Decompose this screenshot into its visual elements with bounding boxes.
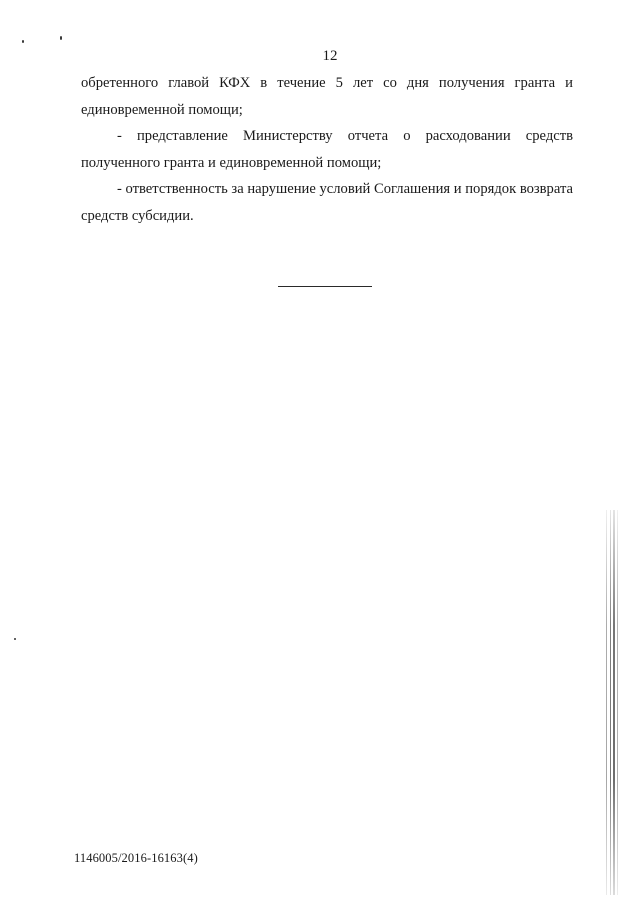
end-separator-line bbox=[278, 286, 372, 287]
paragraph-report-item: - представление Министерству отчета о расходовании средств полученного гранта и единовременной помощи; bbox=[81, 128, 573, 171]
scan-speck bbox=[60, 36, 62, 40]
paragraph-continuation: обретенного главой КФХ в течение 5 лет со дня получения гранта и единовременной помощи; bbox=[81, 75, 573, 118]
body-text bbox=[81, 70, 573, 229]
scan-binding-streaks bbox=[606, 510, 618, 895]
scan-streak bbox=[610, 510, 611, 895]
scan-speck bbox=[14, 638, 16, 640]
page-number: 12 bbox=[322, 48, 338, 64]
scan-streak bbox=[613, 510, 615, 895]
scan-streak bbox=[617, 510, 618, 895]
paragraph-responsibility-item: - ответственность за нарушение условий Соглашения и порядок возврата средств субсидии. bbox=[81, 181, 573, 224]
scan-streak bbox=[606, 510, 607, 895]
scan-speck bbox=[22, 40, 24, 43]
document-code: 1146005/2016-16163(4) bbox=[74, 851, 198, 865]
